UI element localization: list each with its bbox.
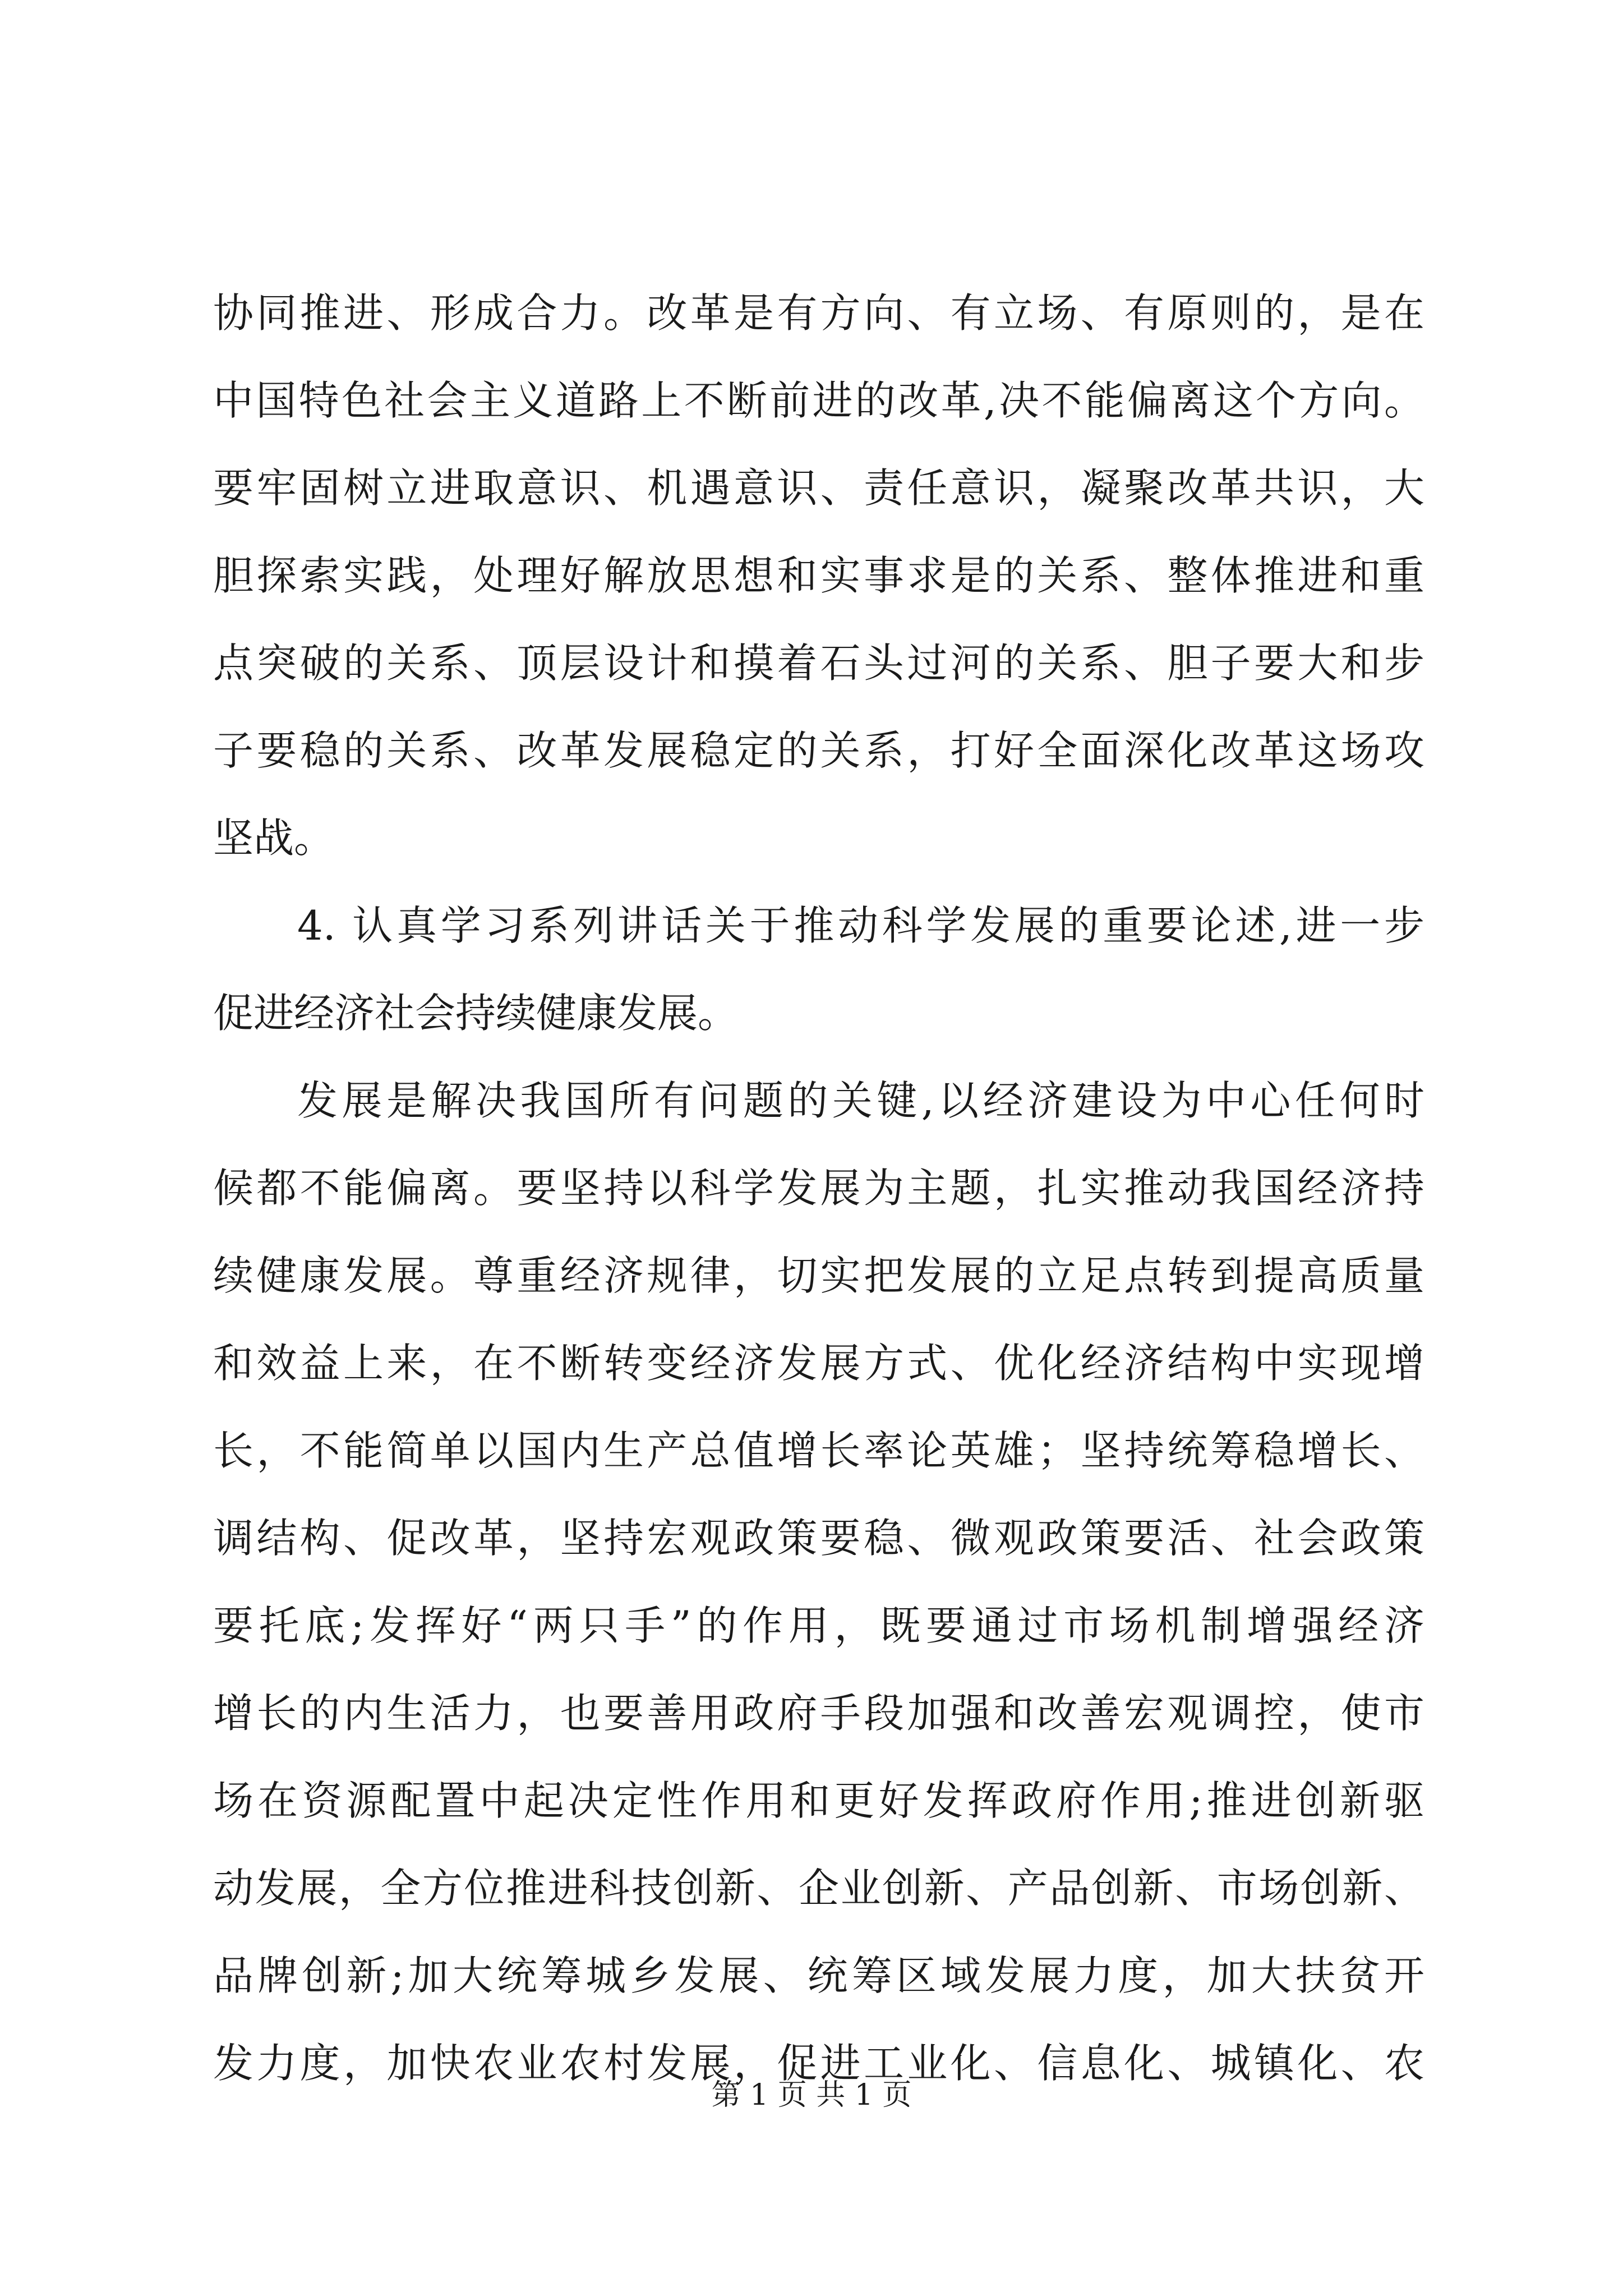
document-body [213, 269, 1424, 2107]
text-line: 子要稳的关系、改革发展稳定的关系，打好全面深化改革这场攻 [213, 727, 1424, 774]
text-line: 和效益上来，在不断转变经济发展方式、优化经济结构中实现增 [213, 1340, 1424, 1387]
text-line: 发力度，加快农业农村发展，促进工业化、信息化、城镇化、农 [213, 2040, 1424, 2087]
text-line: 候都不能偏离。要坚持以科学发展为主题，扎实推动我国经济持 [213, 1165, 1424, 1212]
text-line: 坚战。 [213, 815, 335, 862]
section-heading-line: 促进经济社会持续健康发展。 [213, 990, 739, 1037]
section-heading-line: 4. 认真学习系列讲话关于推动科学发展的重要论述,进一步 [297, 902, 1424, 949]
text-line: 胆探索实践，处理好解放思想和实事求是的关系、整体推进和重 [213, 552, 1424, 599]
text-line: 发展是解决我国所有问题的关键,以经济建设为中心任何时 [297, 1077, 1424, 1124]
page-footer: 第 1 页 共 1 页 [711, 2078, 912, 2112]
text-line: 要牢固树立进取意识、机遇意识、责任意识，凝聚改革共识，大 [213, 464, 1424, 512]
text-line: 动发展，全方位推进科技创新、企业创新、产品创新、市场创新、 [213, 1865, 1424, 1912]
text-line: 场在资源配置中起决定性作用和更好发挥政府作用;推进创新驱 [213, 1777, 1424, 1824]
text-line: 增长的内生活力，也要善用政府手段加强和改善宏观调控，使市 [213, 1690, 1424, 1737]
text-line: 续健康发展。尊重经济规律，切实把发展的立足点转到提高质量 [213, 1252, 1424, 1299]
text-line: 长，不能简单以国内生产总值增长率论英雄；坚持统筹稳增长、 [213, 1427, 1424, 1474]
text-line: 中国特色社会主义道路上不断前进的改革,决不能偏离这个方向。 [213, 377, 1424, 424]
text-line: 要托底;发挥好“两只手”的作用，既要通过市场机制增强经济 [213, 1602, 1424, 1649]
text-line: 调结构、促改革，坚持宏观政策要稳、微观政策要活、社会政策 [213, 1515, 1424, 1562]
text-line: 点突破的关系、顶层设计和摸着石头过河的关系、胆子要大和步 [213, 639, 1424, 687]
text-line: 品牌创新;加大统筹城乡发展、统筹区域发展力度，加大扶贫开 [213, 1952, 1424, 1999]
text-line: 协同推进、形成合力。改革是有方向、有立场、有原则的，是在 [213, 289, 1424, 337]
